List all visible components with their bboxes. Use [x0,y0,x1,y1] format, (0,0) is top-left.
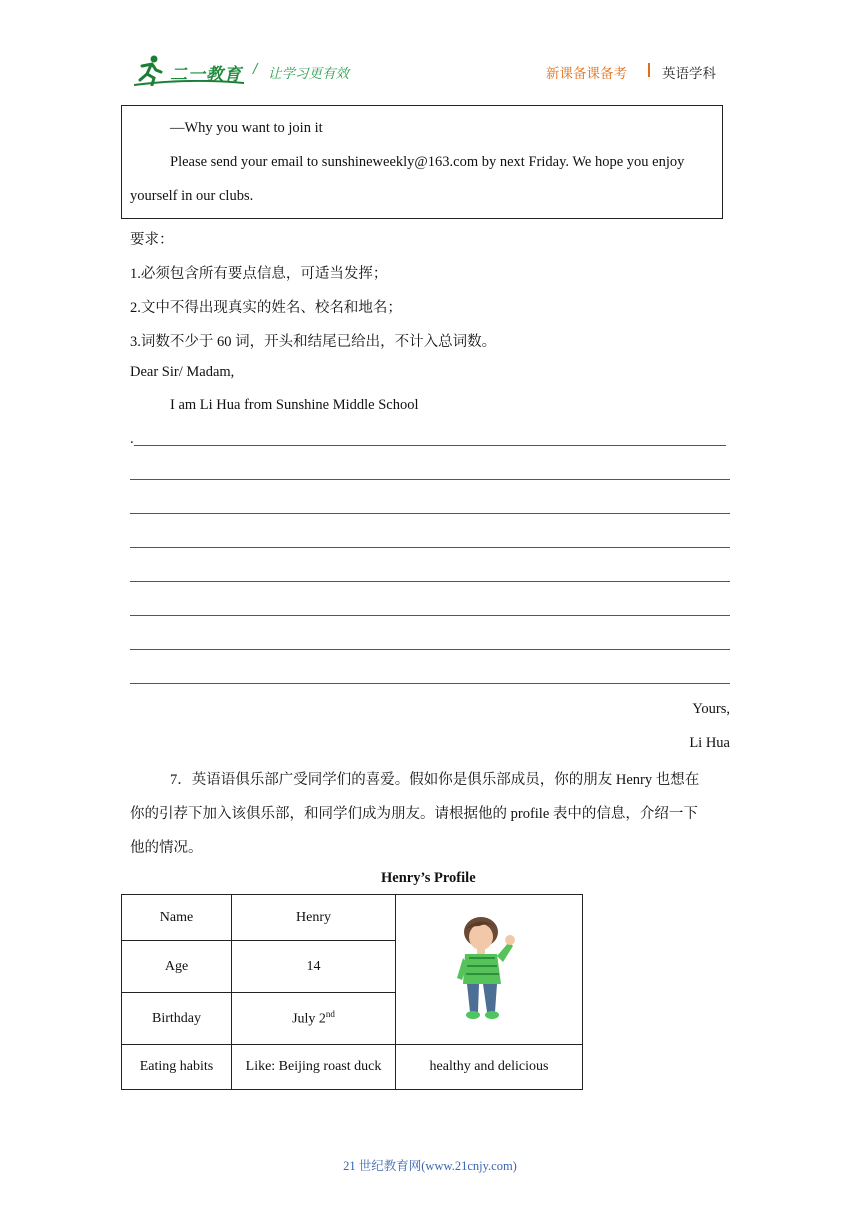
birthday-value: July 2 [292,1011,326,1027]
requirement-2: 2.文中不得出现真实的姓名、校名和地名； [130,300,402,316]
slogan: 让学习更有效 [268,66,349,82]
question-7-line-3: 他的情况。 [130,840,203,856]
prompt-item: —Why you want to join it [170,120,323,136]
writing-line[interactable] [130,479,730,480]
age-label: Age [122,941,232,993]
question-7-line-2: 你的引荐下加入该俱乐部，和同学们成为朋友。请根据他的 profile 表中的信息，介绍一下 [130,806,698,822]
writing-line[interactable] [130,581,730,582]
letter-closing: Yours, [692,701,730,717]
boy-illustration-icon [449,912,529,1022]
birthday-label: Birthday [122,993,232,1045]
prompt-send-line-1: Please send your email to sunshineweekly@163.com by next Friday. We hope you enjoy [170,154,685,170]
age-value: 14 [232,941,396,993]
header-divider [648,63,650,77]
header-tagline: 新课备课备考 [546,66,627,82]
writing-line[interactable] [130,649,730,650]
eating-habits-note: healthy and delicious [396,1045,583,1090]
question-7-line-1: 7．英语语俱乐部广受同学们的喜爱。假如你是俱乐部成员，你的朋友 Henry 也想在 [170,772,700,788]
profile-title: Henry’s Profile [381,870,476,886]
name-value: Henry [232,895,396,941]
header-subject: 英语学科 [662,66,716,82]
requirements-title: 要求： [130,232,174,248]
photo-cell [396,895,583,1045]
logo-swoosh-icon [134,80,244,86]
first-blank-prefix: . [130,431,134,447]
letter-opening: I am Li Hua from Sunshine Middle School [170,397,419,413]
birthday-cell [232,993,396,1045]
writing-line[interactable] [130,615,730,616]
eating-habits-value: Like: Beijing roast duck [232,1045,396,1090]
writing-line[interactable] [134,445,726,446]
requirement-1: 1.必须包含所有要点信息，可适当发挥； [130,266,388,282]
eating-habits-label: Eating habits [122,1045,232,1090]
requirement-3: 3.词数不少于 60 词，开头和结尾已给出，不计入总词数。 [130,334,497,350]
birthday-suffix: nd [325,1009,335,1020]
letter-greeting: Dear Sir/ Madam, [130,364,235,380]
writing-line[interactable] [130,683,730,684]
name-label: Name [122,895,232,941]
letter-signature: Li Hua [689,735,730,751]
footer-link[interactable]: 21 世纪教育网(www.21cnjy.com) [343,1159,517,1173]
brand-logo-text: 二一教育 [170,65,242,85]
writing-line[interactable] [130,547,730,548]
slogan-separator: / [253,62,258,77]
profile-table [121,894,583,1090]
writing-line[interactable] [130,513,730,514]
prompt-send-line-2: yourself in our clubs. [130,188,254,204]
